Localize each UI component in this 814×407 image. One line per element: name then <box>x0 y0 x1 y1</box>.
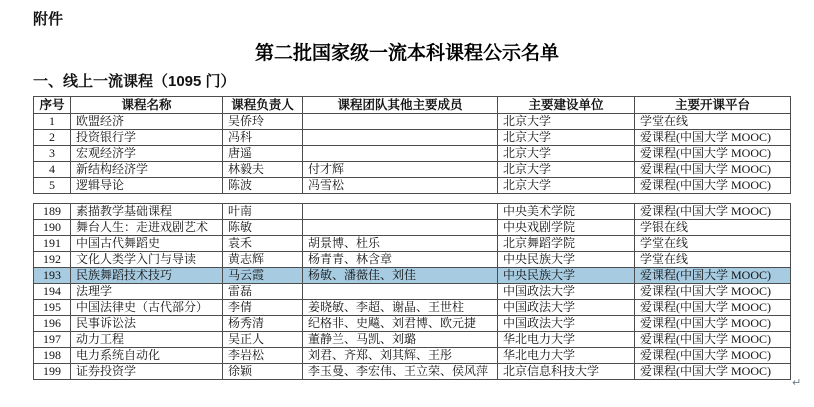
table-cell <box>303 220 498 236</box>
table-row <box>34 348 791 364</box>
table-cell: 杨敏、潘薇佳、刘佳 <box>303 268 498 284</box>
table-cell: 爱课程(中国大学 MOOC) <box>635 178 791 194</box>
table-cell: 证券投资学 <box>71 364 223 380</box>
table-cell: 学堂在线 <box>635 114 791 130</box>
column-header: 主要建设单位 <box>498 97 635 114</box>
page-title: 第二批国家级一流本科课程公示名单 <box>254 43 559 64</box>
column-header: 课程名称 <box>71 97 223 114</box>
table-row <box>34 130 791 146</box>
table-cell: 林毅夫 <box>223 162 303 178</box>
table-cell: 胡景博、杜乐 <box>303 236 498 252</box>
table-cell: 素描教学基础课程 <box>71 204 223 220</box>
table-cell: 192 <box>34 252 71 268</box>
table-cell: 纪格非、史飚、刘君博、欧元捷 <box>303 316 498 332</box>
table-cell: 189 <box>34 204 71 220</box>
table-cell: 中国政法大学 <box>498 300 635 316</box>
table-row <box>34 178 791 194</box>
table-cell: 3 <box>34 146 71 162</box>
table-cell: 爱课程(中国大学 MOOC) <box>635 300 791 316</box>
table-cell: 杨青青、林含章 <box>303 252 498 268</box>
table-cell: 付才辉 <box>303 162 498 178</box>
table-cell: 北京大学 <box>498 178 635 194</box>
table-cell: 北京大学 <box>498 146 635 162</box>
table-cell: 爱课程(中国大学 MOOC) <box>635 268 791 284</box>
table-cell: 李岩松 <box>223 348 303 364</box>
table-cell <box>303 204 498 220</box>
course-table-bottom-segment <box>33 203 791 380</box>
table-cell: 华北电力大学 <box>498 332 635 348</box>
table-cell: 唐遥 <box>223 146 303 162</box>
table-cell <box>303 146 498 162</box>
table-row <box>34 364 791 380</box>
table-cell: 逻辑导论 <box>71 178 223 194</box>
paragraph-mark-icon: ↵ <box>792 376 802 389</box>
table-row <box>34 252 791 268</box>
table-cell: 爱课程(中国大学 MOOC) <box>635 162 791 178</box>
table-row <box>34 300 791 316</box>
table-cell: 马云霞 <box>223 268 303 284</box>
table-row <box>34 332 791 348</box>
highlighted-table-row <box>34 268 791 284</box>
table-cell: 爱课程(中国大学 MOOC) <box>635 316 791 332</box>
table-cell: 徐颖 <box>223 364 303 380</box>
column-header: 序号 <box>34 97 71 114</box>
table-cell: 民族舞蹈技术技巧 <box>71 268 223 284</box>
table-cell: 陈波 <box>223 178 303 194</box>
table-cell: 新结构经济学 <box>71 162 223 178</box>
table-cell: 190 <box>34 220 71 236</box>
table-cell: 爱课程(中国大学 MOOC) <box>635 204 791 220</box>
table-cell: 爱课程(中国大学 MOOC) <box>635 130 791 146</box>
table-cell: 刘君、齐郑、刘其辉、王彤 <box>303 348 498 364</box>
table-cell: 姜晓敏、李超、谢晶、王世柱 <box>303 300 498 316</box>
table-cell: 北京大学 <box>498 162 635 178</box>
table-cell: 北京大学 <box>498 130 635 146</box>
table-cell: 中央民族大学 <box>498 252 635 268</box>
table-cell: 北京舞蹈学院 <box>498 236 635 252</box>
table-cell: 杨秀清 <box>223 316 303 332</box>
table-cell: 194 <box>34 284 71 300</box>
table-cell: 中国政法大学 <box>498 284 635 300</box>
column-header: 课程团队其他主要成员 <box>303 97 498 114</box>
table-cell: 学堂在线 <box>635 252 791 268</box>
table-cell: 投资银行学 <box>71 130 223 146</box>
table-cell: 吴正人 <box>223 332 303 348</box>
table-cell: 5 <box>34 178 71 194</box>
table-cell: 中央美术学院 <box>498 204 635 220</box>
table-row <box>34 316 791 332</box>
table-row <box>34 146 791 162</box>
table-cell: 董静兰、马凯、刘璐 <box>303 332 498 348</box>
table-cell: 爱课程(中国大学 MOOC) <box>635 364 791 380</box>
table-cell: 1 <box>34 114 71 130</box>
table-cell: 冯科 <box>223 130 303 146</box>
table-cell: 199 <box>34 364 71 380</box>
table-cell: 爱课程(中国大学 MOOC) <box>635 146 791 162</box>
table-row <box>34 162 791 178</box>
table-cell: 李倩 <box>223 300 303 316</box>
table-cell: 爱课程(中国大学 MOOC) <box>635 348 791 364</box>
table-cell: 191 <box>34 236 71 252</box>
table-cell: 华北电力大学 <box>498 348 635 364</box>
table-cell: 陈敏 <box>223 220 303 236</box>
table-row <box>34 114 791 130</box>
table-cell: 中国法律史（古代部分） <box>71 300 223 316</box>
table-cell: 舞台人生：走进戏剧艺术 <box>71 220 223 236</box>
table-cell: 宏观经济学 <box>71 146 223 162</box>
table-cell: 李玉曼、李宏伟、王立荣、侯风萍 <box>303 364 498 380</box>
table-cell: 198 <box>34 348 71 364</box>
table-cell: 叶南 <box>223 204 303 220</box>
table-row <box>34 204 791 220</box>
table-cell: 吴侨玲 <box>223 114 303 130</box>
table-cell: 冯雪松 <box>303 178 498 194</box>
table-cell: 民事诉讼法 <box>71 316 223 332</box>
table-cell: 北京信息科技大学 <box>498 364 635 380</box>
column-header: 主要开课平台 <box>635 97 791 114</box>
table-cell: 欧盟经济 <box>71 114 223 130</box>
table-cell: 爱课程(中国大学 MOOC) <box>635 332 791 348</box>
table-row <box>34 236 791 252</box>
column-header: 课程负责人 <box>223 97 303 114</box>
table-cell <box>303 130 498 146</box>
table-cell: 学堂在线 <box>635 236 791 252</box>
table-cell: 196 <box>34 316 71 332</box>
table-cell: 文化人类学入门与导读 <box>71 252 223 268</box>
attachment-label: 附件 <box>33 11 64 28</box>
table-cell: 黄志辉 <box>223 252 303 268</box>
table-cell: 4 <box>34 162 71 178</box>
table-row <box>34 220 791 236</box>
table-cell: 中央戏剧学院 <box>498 220 635 236</box>
table-cell: 爱课程(中国大学 MOOC) <box>635 284 791 300</box>
table-cell: 197 <box>34 332 71 348</box>
table-cell: 2 <box>34 130 71 146</box>
table-cell <box>303 284 498 300</box>
table-cell: 学银在线 <box>635 220 791 236</box>
table-cell: 中国古代舞蹈史 <box>71 236 223 252</box>
course-table-top-segment <box>33 96 791 194</box>
table-cell <box>303 114 498 130</box>
table-cell: 雷磊 <box>223 284 303 300</box>
table-cell: 电力系统自动化 <box>71 348 223 364</box>
table-cell: 中国政法大学 <box>498 316 635 332</box>
table-row <box>34 284 791 300</box>
table-cell: 法理学 <box>71 284 223 300</box>
table-cell: 动力工程 <box>71 332 223 348</box>
table-cell: 193 <box>34 268 71 284</box>
table-cell: 中央民族大学 <box>498 268 635 284</box>
table-cell: 北京大学 <box>498 114 635 130</box>
table-header-row <box>34 97 791 114</box>
table-cell: 袁禾 <box>223 236 303 252</box>
section-heading: 一、线上一流课程（1095 门） <box>33 73 236 90</box>
table-cell: 195 <box>34 300 71 316</box>
